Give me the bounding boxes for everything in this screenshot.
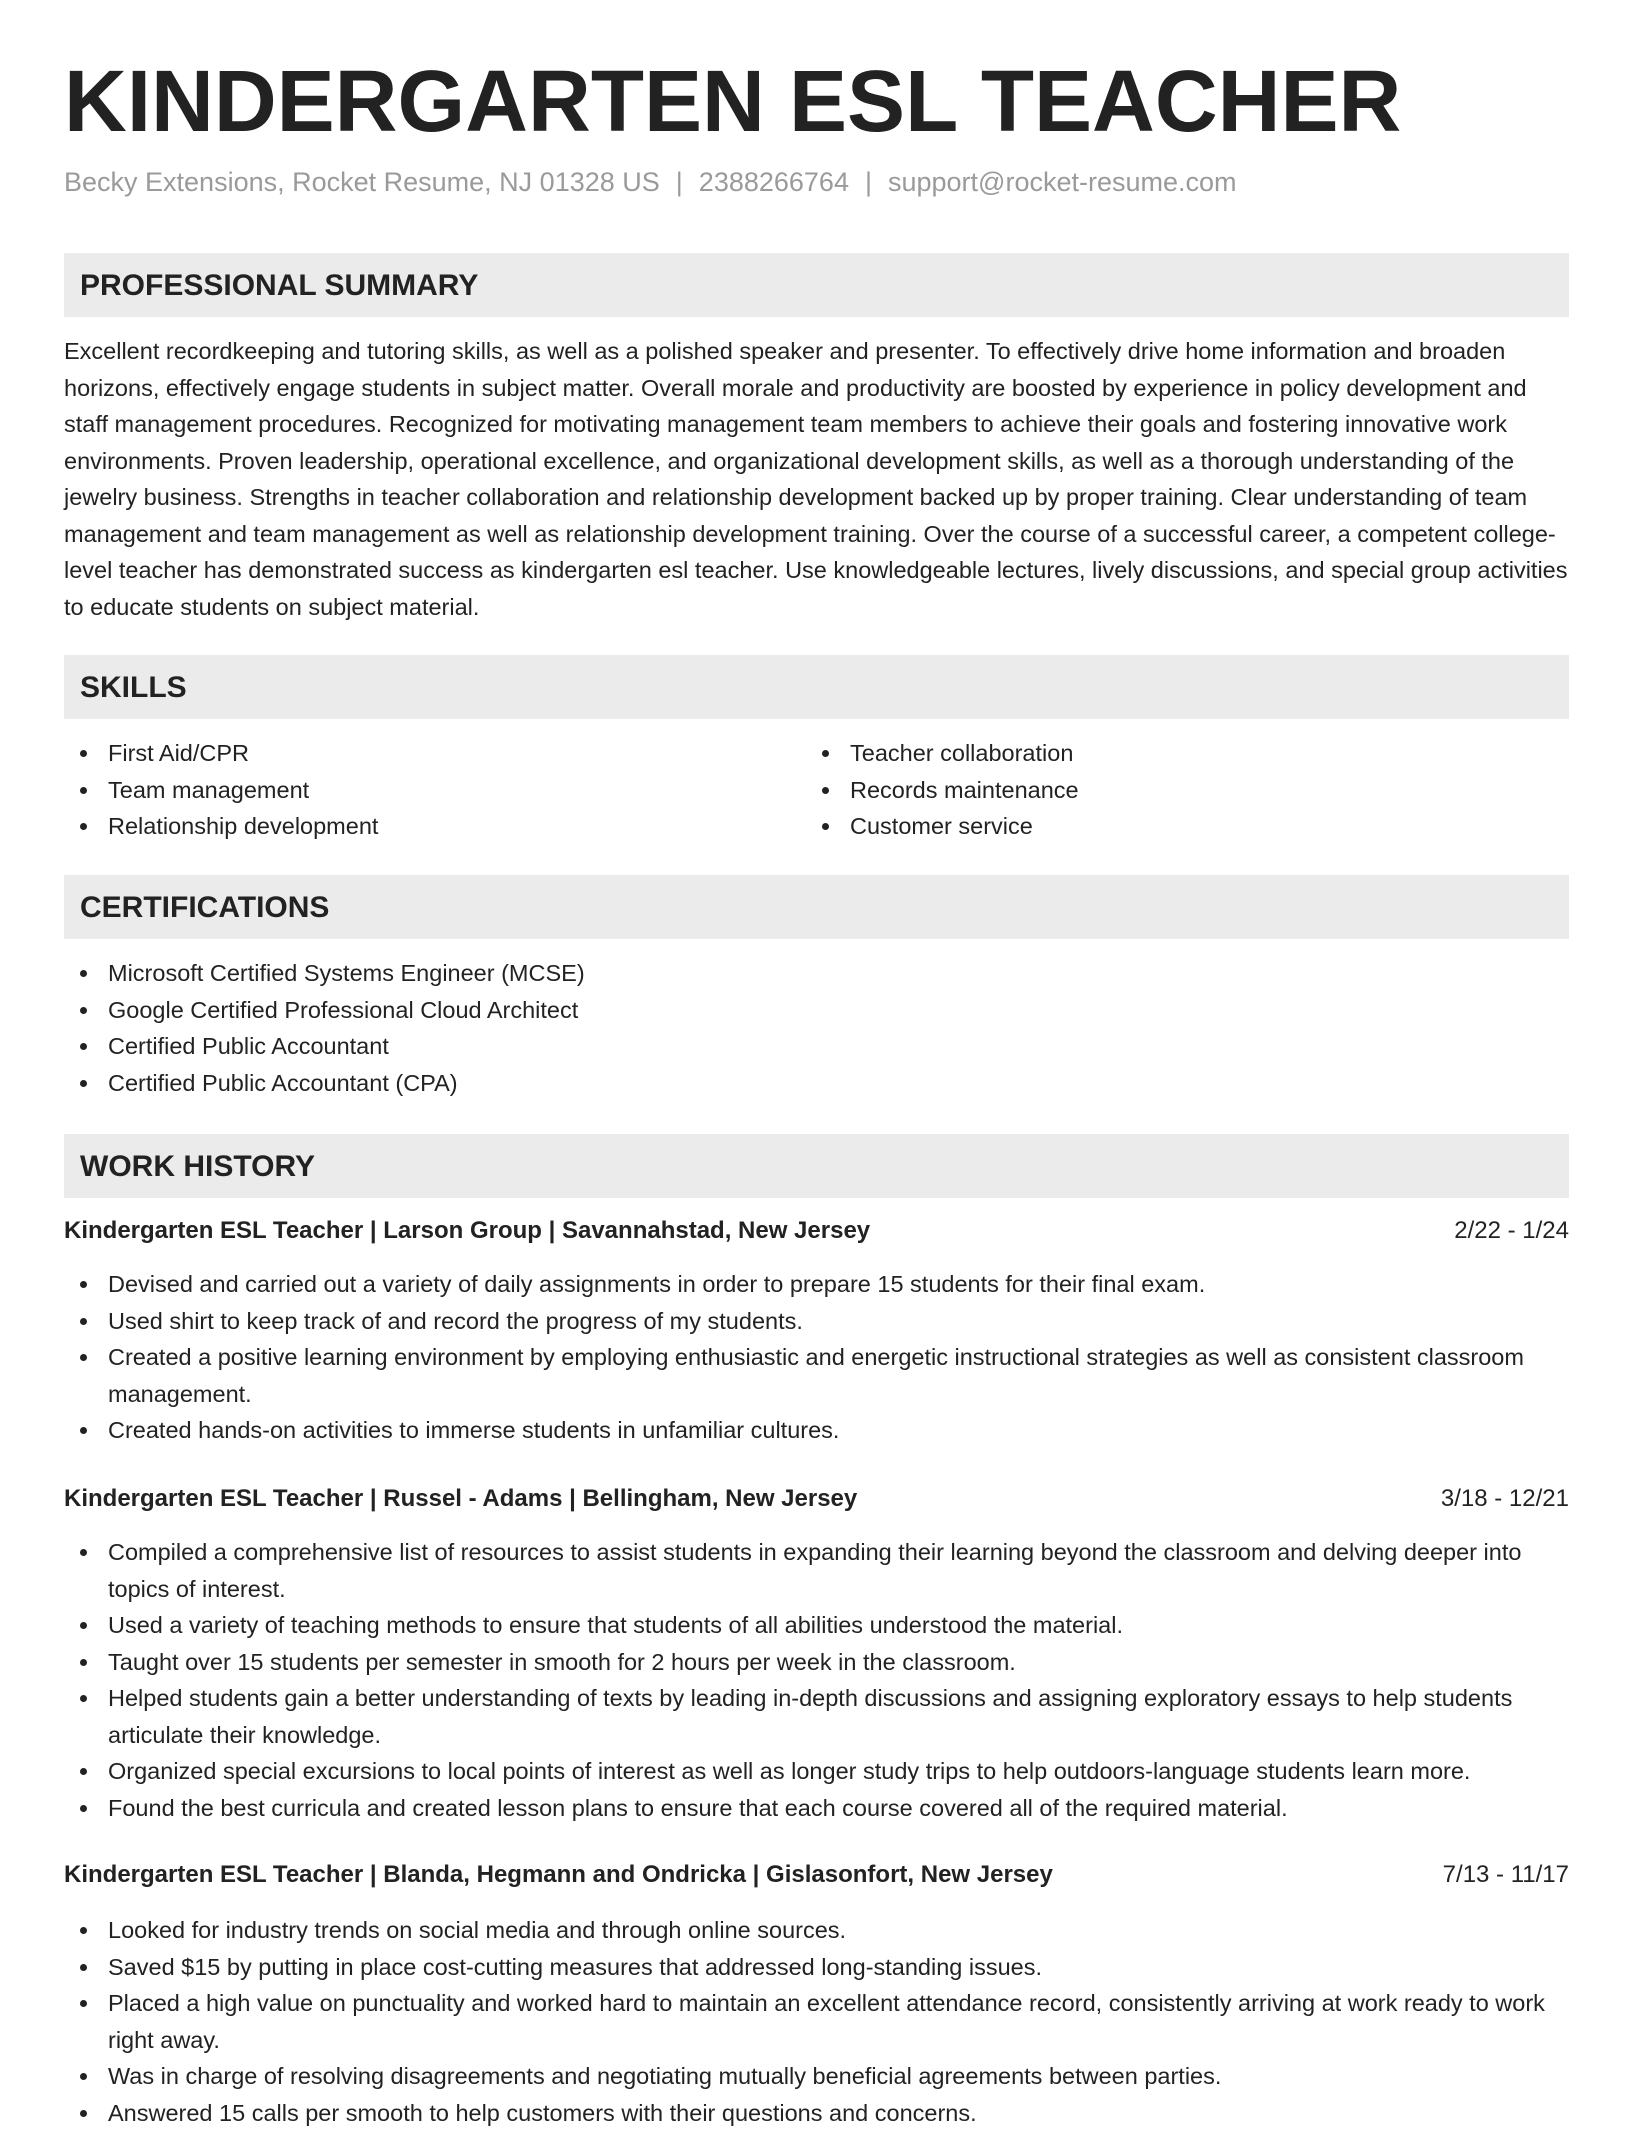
resume-title: KINDERGARTEN ESL TEACHER bbox=[64, 58, 1401, 145]
certifications-section-title: CERTIFICATIONS bbox=[80, 891, 329, 925]
job-bullet: Placed a high value on punctuality and worked hard to maintain an excellent attendance record, consistently arriving at work ready to work right away. bbox=[64, 1985, 1569, 2058]
job-bullet: Created a positive learning environment by employing enthusiastic and energetic instructional strategies as well as consistent classroom management. bbox=[64, 1339, 1569, 1412]
job-heading: Kindergarten ESL Teacher | Russel - Adams | Bellingham, New Jersey bbox=[64, 1485, 857, 1513]
certification-item: Microsoft Certified Systems Engineer (MCSE) bbox=[64, 955, 1569, 992]
job-bullet: Compiled a comprehensive list of resources to assist students in expanding their learning beyond the classroom and delving deeper into topics of interest. bbox=[64, 1534, 1569, 1607]
job-bullet: Saved $15 by putting in place cost-cutting measures that addressed long-standing issues. bbox=[64, 1949, 1569, 1986]
certification-item: Certified Public Accountant bbox=[64, 1028, 1569, 1065]
job-bullet: Found the best curricula and created lesson plans to ensure that each course covered all of the required material. bbox=[64, 1790, 1569, 1827]
contact-separator: | bbox=[849, 167, 888, 197]
job-bullet: Created hands-on activities to immerse students in unfamiliar cultures. bbox=[64, 1412, 1569, 1449]
contact-separator: | bbox=[660, 167, 699, 197]
skill-item: Team management bbox=[64, 772, 804, 809]
job-dates: 2/22 - 1/24 bbox=[1454, 1217, 1569, 1245]
job-bullets bbox=[64, 1912, 1569, 2131]
certification-item: Certified Public Accountant (CPA) bbox=[64, 1065, 1569, 1102]
skill-item: Teacher collaboration bbox=[806, 735, 1546, 772]
contact-phone: 2388266764 bbox=[699, 167, 849, 197]
contact-line bbox=[64, 167, 1237, 198]
job-bullet: Was in charge of resolving disagreements and negotiating mutually beneficial agreements between parties. bbox=[64, 2058, 1569, 2095]
job-bullet: Used shirt to keep track of and record the progress of my students. bbox=[64, 1303, 1569, 1340]
skill-item: Records maintenance bbox=[806, 772, 1546, 809]
work-section-header bbox=[64, 1134, 1569, 1198]
certification-item: Google Certified Professional Cloud Architect bbox=[64, 992, 1569, 1029]
contact-address: Becky Extensions, Rocket Resume, NJ 01328 US bbox=[64, 167, 660, 197]
job-bullet: Helped students gain a better understanding of texts by leading in-depth discussions and assigning exploratory essays to help students articulate their knowledge. bbox=[64, 1680, 1569, 1753]
skills-section-title: SKILLS bbox=[80, 671, 187, 705]
job-heading: Kindergarten ESL Teacher | Larson Group | Savannahstad, New Jersey bbox=[64, 1217, 870, 1245]
skill-item: Relationship development bbox=[64, 808, 804, 845]
contact-email: support@rocket-resume.com bbox=[888, 167, 1237, 197]
job-dates: 3/18 - 12/21 bbox=[1441, 1485, 1569, 1513]
job-bullet: Devised and carried out a variety of daily assignments in order to prepare 15 students for their final exam. bbox=[64, 1266, 1569, 1303]
certifications-section-header bbox=[64, 875, 1569, 939]
job-header bbox=[64, 1861, 1569, 1897]
job-bullets bbox=[64, 1534, 1569, 1826]
skills-list-right bbox=[806, 735, 1546, 845]
skill-item: Customer service bbox=[806, 808, 1546, 845]
job-dates: 7/13 - 11/17 bbox=[1443, 1861, 1569, 1889]
job-header bbox=[64, 1217, 1569, 1253]
skills-list-left bbox=[64, 735, 804, 845]
job-bullet: Answered 15 calls per smooth to help customers with their questions and concerns. bbox=[64, 2095, 1569, 2131]
skill-item: First Aid/CPR bbox=[64, 735, 804, 772]
job-bullet: Taught over 15 students per semester in smooth for 2 hours per week in the classroom. bbox=[64, 1644, 1569, 1681]
summary-text: Excellent recordkeeping and tutoring skills, as well as a polished speaker and presenter. To effectively drive home information and broaden horizons, effectively engage students in subject matter. Overall morale and productivity are boosted by experience in policy development and staff management procedures. Recognized for motivating management team members to achieve their goals and fostering innovative work environments. Proven leadership, operational excellence, and organizational development skills, as well as a thorough understanding of the jewelry business. Strengths in teacher collaboration and relationship development backed up by proper training. Clear understanding of team management and team management as well as relationship development training. Over the course of a successful career, a competent college-level teacher has demonstrated success as kindergarten esl teacher. Use knowledgeable lectures, lively discussions, and special group activities to educate students on subject material. bbox=[64, 333, 1569, 625]
work-section-title: WORK HISTORY bbox=[80, 1150, 315, 1184]
skills-section-header bbox=[64, 655, 1569, 719]
summary-section-header bbox=[64, 253, 1569, 317]
certifications-list bbox=[64, 955, 1569, 1101]
job-bullet: Used a variety of teaching methods to ensure that students of all abilities understood the material. bbox=[64, 1607, 1569, 1644]
job-heading: Kindergarten ESL Teacher | Blanda, Hegmann and Ondricka | Gislasonfort, New Jersey bbox=[64, 1861, 1053, 1889]
job-bullets bbox=[64, 1266, 1569, 1449]
job-bullet: Organized special excursions to local points of interest as well as longer study trips to help outdoors-language students learn more. bbox=[64, 1753, 1569, 1790]
job-bullet: Looked for industry trends on social media and through online sources. bbox=[64, 1912, 1569, 1949]
summary-section-title: PROFESSIONAL SUMMARY bbox=[80, 269, 478, 303]
job-header bbox=[64, 1485, 1569, 1521]
